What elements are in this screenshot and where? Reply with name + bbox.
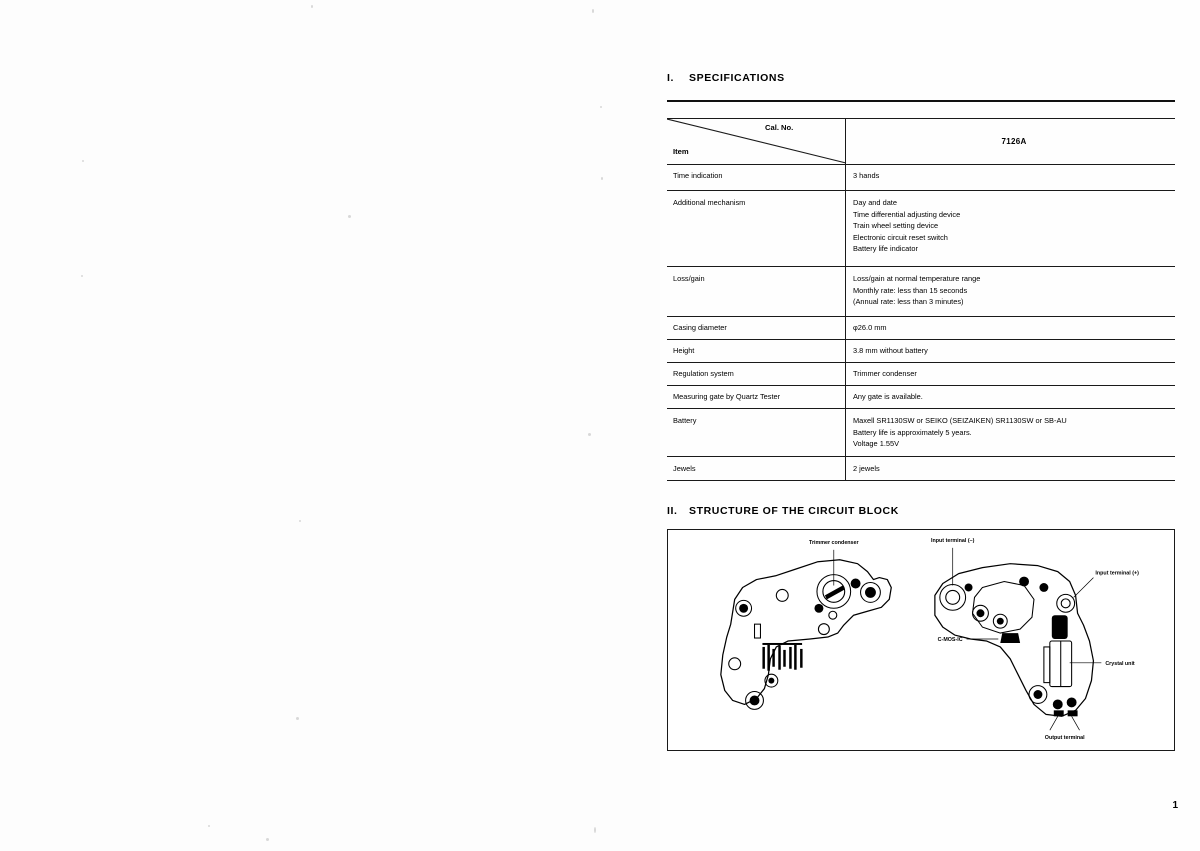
- section-numeral-2: II.: [667, 505, 678, 517]
- table-row-rule: [667, 339, 1175, 340]
- table-row-rule: [667, 456, 1175, 457]
- callout-input-terminal-positive: Input terminal (+): [1095, 570, 1139, 577]
- table-row-rule: [667, 164, 1175, 165]
- table-row-label: Time indication: [673, 171, 723, 180]
- section-numeral-1: I.: [667, 72, 675, 84]
- callout-input-terminal-negative: Input terminal (–): [931, 537, 975, 544]
- table-row-value: 2 jewels: [853, 464, 880, 473]
- table-row-value: 3 hands: [853, 171, 880, 180]
- table-column-divider: [845, 118, 846, 480]
- table-row-label: Battery: [673, 416, 697, 425]
- circuit-block-back-view: [931, 538, 1139, 741]
- table-row-value: Any gate is available.: [853, 392, 923, 401]
- table-header-row: [667, 118, 1175, 164]
- header-diagonal-divider: [667, 118, 847, 164]
- table-row-value: Maxell SR1130SW or SEIKO (SEIZAIKEN) SR1130SW or SB-AU Battery life is approximately 5 years. Voltage 1.55V: [853, 416, 1067, 449]
- printed-page-content: [667, 0, 1177, 851]
- circuit-block-drawing: [668, 530, 1174, 750]
- table-row-label: Height: [673, 346, 695, 355]
- table-row-label: Regulation system: [673, 369, 734, 378]
- table-row-rule: [667, 362, 1175, 363]
- table-row-rule: [667, 266, 1175, 267]
- section-heading-circuit-block: [667, 505, 899, 517]
- table-row-rule: [667, 316, 1175, 317]
- circuit-block-front-view: [721, 540, 891, 709]
- table-header-caliber-value: 7126A: [1001, 136, 1027, 146]
- heading-rule-1: [667, 100, 1175, 102]
- table-row-label: Casing diameter: [673, 323, 727, 332]
- section-title-1: SPECIFICATIONS: [689, 72, 785, 84]
- table-row-value: φ26.0 mm: [853, 323, 887, 332]
- table-row-rule: [667, 190, 1175, 191]
- table-row-value: 3.8 mm without battery: [853, 346, 928, 355]
- section-heading-specifications: [667, 72, 785, 84]
- table-row-value: Day and date Time differential adjusting device Train wheel setting device Electronic circuit reset switch Battery life indicator: [853, 198, 961, 254]
- callout-crystal-unit: Crystal unit: [1105, 660, 1135, 667]
- callout-output-terminal: Output terminal: [1044, 735, 1085, 742]
- circuit-block-figure: [667, 529, 1175, 751]
- table-row-label: Measuring gate by Quartz Tester: [673, 392, 781, 401]
- page-number: 1: [1172, 800, 1178, 811]
- table-row-rule: [667, 408, 1175, 409]
- section-title-2: STRUCTURE OF THE CIRCUIT BLOCK: [689, 505, 899, 517]
- callout-trimmer-condenser: Trimmer condenser: [808, 539, 859, 546]
- table-bottom-border: [667, 480, 1175, 481]
- callout-cmos-ic: C-MOS-IC: [937, 636, 963, 643]
- table-row-label: Additional mechanism: [673, 198, 746, 207]
- table-row-label: Jewels: [673, 464, 696, 473]
- table-row-value: Trimmer condenser: [853, 369, 917, 378]
- board-printed-markings: [762, 643, 802, 671]
- table-header-item-label: Item: [673, 147, 689, 156]
- table-row-value: Loss/gain at normal temperature range Monthly rate: less than 15 seconds (Annual rate: less than 3 minutes): [853, 274, 981, 307]
- table-header-caliber-label: Cal. No.: [765, 123, 794, 132]
- table-row-label: Loss/gain: [673, 274, 705, 283]
- table-row-rule: [667, 385, 1175, 386]
